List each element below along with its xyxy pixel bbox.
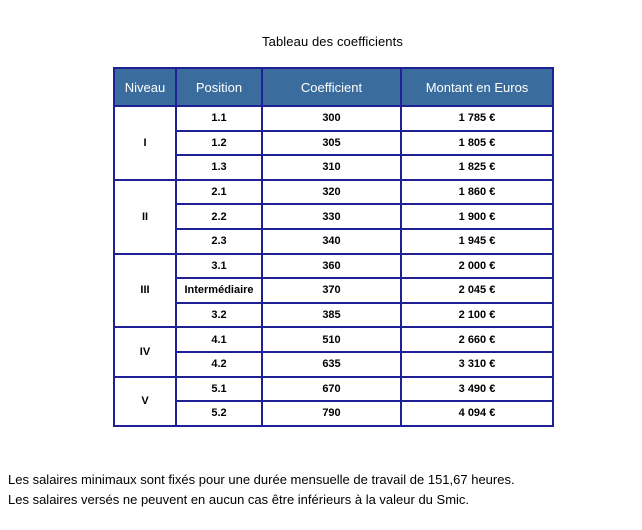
coefficient-cell: 305 (262, 131, 401, 156)
table-row (114, 155, 553, 180)
position-cell: Intermédiaire (176, 278, 262, 303)
table-row (114, 401, 553, 426)
position-cell: 5.1 (176, 377, 262, 402)
header-position: Position (176, 68, 262, 106)
montant-cell: 2 045 € (401, 278, 553, 303)
niveau-cell: IV (114, 327, 176, 376)
position-cell: 2.2 (176, 204, 262, 229)
table-row (114, 131, 553, 156)
montant-cell: 1 860 € (401, 180, 553, 205)
position-cell: 5.2 (176, 401, 262, 426)
coefficient-cell: 790 (262, 401, 401, 426)
coefficient-cell: 670 (262, 377, 401, 402)
header-montant: Montant en Euros (401, 68, 553, 106)
montant-cell: 1 825 € (401, 155, 553, 180)
footer-note-line2: Les salaires versés ne peuvent en aucun cas être inférieurs à la valeur du Smic. (8, 492, 470, 507)
coefficient-cell: 370 (262, 278, 401, 303)
coefficient-cell: 360 (262, 254, 401, 279)
table-row (114, 352, 553, 377)
position-cell: 4.1 (176, 327, 262, 352)
niveau-cell: I (114, 106, 176, 180)
position-cell: 1.3 (176, 155, 262, 180)
position-cell: 2.3 (176, 229, 262, 254)
position-cell: 2.1 (176, 180, 262, 205)
montant-cell: 2 000 € (401, 254, 553, 279)
montant-cell: 1 945 € (401, 229, 553, 254)
niveau-cell: V (114, 377, 176, 426)
montant-cell: 3 490 € (401, 377, 553, 402)
niveau-cell: III (114, 254, 176, 328)
position-cell: 4.2 (176, 352, 262, 377)
title-wrap (113, 33, 552, 51)
montant-cell: 1 900 € (401, 204, 553, 229)
coefficient-cell: 340 (262, 229, 401, 254)
montant-cell: 2 660 € (401, 327, 553, 352)
montant-cell: 1 805 € (401, 131, 553, 156)
montant-cell: 3 310 € (401, 352, 553, 377)
coefficient-cell: 320 (262, 180, 401, 205)
position-cell: 3.1 (176, 254, 262, 279)
footer-note-line1: Les salaires minimaux sont fixés pour une durée mensuelle de travail de 151,67 heures. (8, 472, 515, 487)
position-cell: 3.2 (176, 303, 262, 328)
position-cell: 1.2 (176, 131, 262, 156)
table-row (114, 377, 553, 402)
coefficients-table (113, 67, 554, 427)
table-row (114, 254, 553, 279)
document-title: Tableau des coefficients (262, 34, 403, 49)
coefficient-cell: 635 (262, 352, 401, 377)
niveau-cell: II (114, 180, 176, 254)
header-niveau: Niveau (114, 68, 176, 106)
montant-cell: 4 094 € (401, 401, 553, 426)
footer-notes (8, 470, 634, 510)
table-row (114, 229, 553, 254)
coefficient-cell: 310 (262, 155, 401, 180)
table-row (114, 180, 553, 205)
coefficient-cell: 385 (262, 303, 401, 328)
table-row (114, 303, 553, 328)
table-row (114, 204, 553, 229)
montant-cell: 2 100 € (401, 303, 553, 328)
header-row (114, 68, 553, 106)
coefficient-cell: 510 (262, 327, 401, 352)
table-row (114, 327, 553, 352)
coefficient-cell: 330 (262, 204, 401, 229)
position-cell: 1.1 (176, 106, 262, 131)
table-row (114, 106, 553, 131)
table-row (114, 278, 553, 303)
header-coefficient: Coefficient (262, 68, 401, 106)
coefficient-cell: 300 (262, 106, 401, 131)
montant-cell: 1 785 € (401, 106, 553, 131)
